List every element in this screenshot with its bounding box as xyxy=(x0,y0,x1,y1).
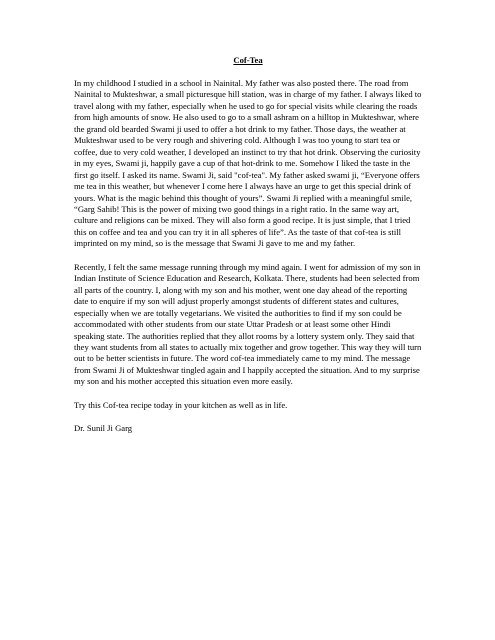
document-title: Cof-Tea xyxy=(233,55,263,65)
paragraph-closing: Try this Cof-tea recipe today in your kitchen as well as in life. xyxy=(74,399,288,410)
document-page xyxy=(74,55,422,435)
author-signature: Dr. Sunil Ji Garg xyxy=(74,423,133,434)
paragraph-childhood-story: In my childhood I studied in a school in Nainital. My father was also posted there. The road from Nainital to Mukteshwar, a small picturesque hill station, was in charge of my father. I always liked to travel along with my father, especially when he used to go for special visits while clearing the roads from high amounts of snow. He also used to go to a small ashram on a hilltop in Mukteshwar, where the grand old bearded Swami ji used to offer a hot drink to my father. Those days, the weather at Mukteshwar used to be very rough and shivering cold. Although I was too young to start tea or coffee, due to very cold weather, I developed an instinct to try that hot drink. Observing the curiosity in my eyes, Swami ji, happily gave a cup of that hot-drink to me. Somehow I liked the taste in the first go itself. I asked its name. Swami Ji, said "cof-tea". My father asked swami ji, “Everyone offers me tea in this weather, but whenever I come here I always have an urge to get this special drink of yours. What is the magic behind this thought of yours”. Swami Ji replied with a meaningful smile, “Garg Sahib! This is the power of mixing two good things in a right ratio. In the same way art, culture and religions can be mixed. They will also form a good recipe. It is just simple, that I tried this on coffee and tea and you can try it in all spheres of life”. As the taste of that cof-tea is still imprinted on my mind, so is the message that Swami Ji gave to me and my father. xyxy=(74,78,422,249)
paragraph-admission-story: Recently, I felt the same message running through my mind again. I went for admission of my son in Indian Institute of Science Education and Research, Kolkata. There, students had been selected from all parts of the country. I, along with my son and his mother, went one day ahead of the reporting date to enquire if my son will adjust properly amongst students of different states and cultures, especially when we are totally vegetarians. We visited the authorities to find if my son could be accommodated with other students from our state Uttar Pradesh or at least some other Hindi speaking state. The authorities replied that they allot rooms by a lottery system only. They said that they want students from all states to actually mix together and grow together. This way they will turn out to be better scientists in future. The word cof-tea immediately came to my mind. The message from Swami Ji of Mukteshwar tingled again and I happily accepted the situation. And to my surprise my son and his mother accepted this situation even more easily. xyxy=(74,261,422,387)
